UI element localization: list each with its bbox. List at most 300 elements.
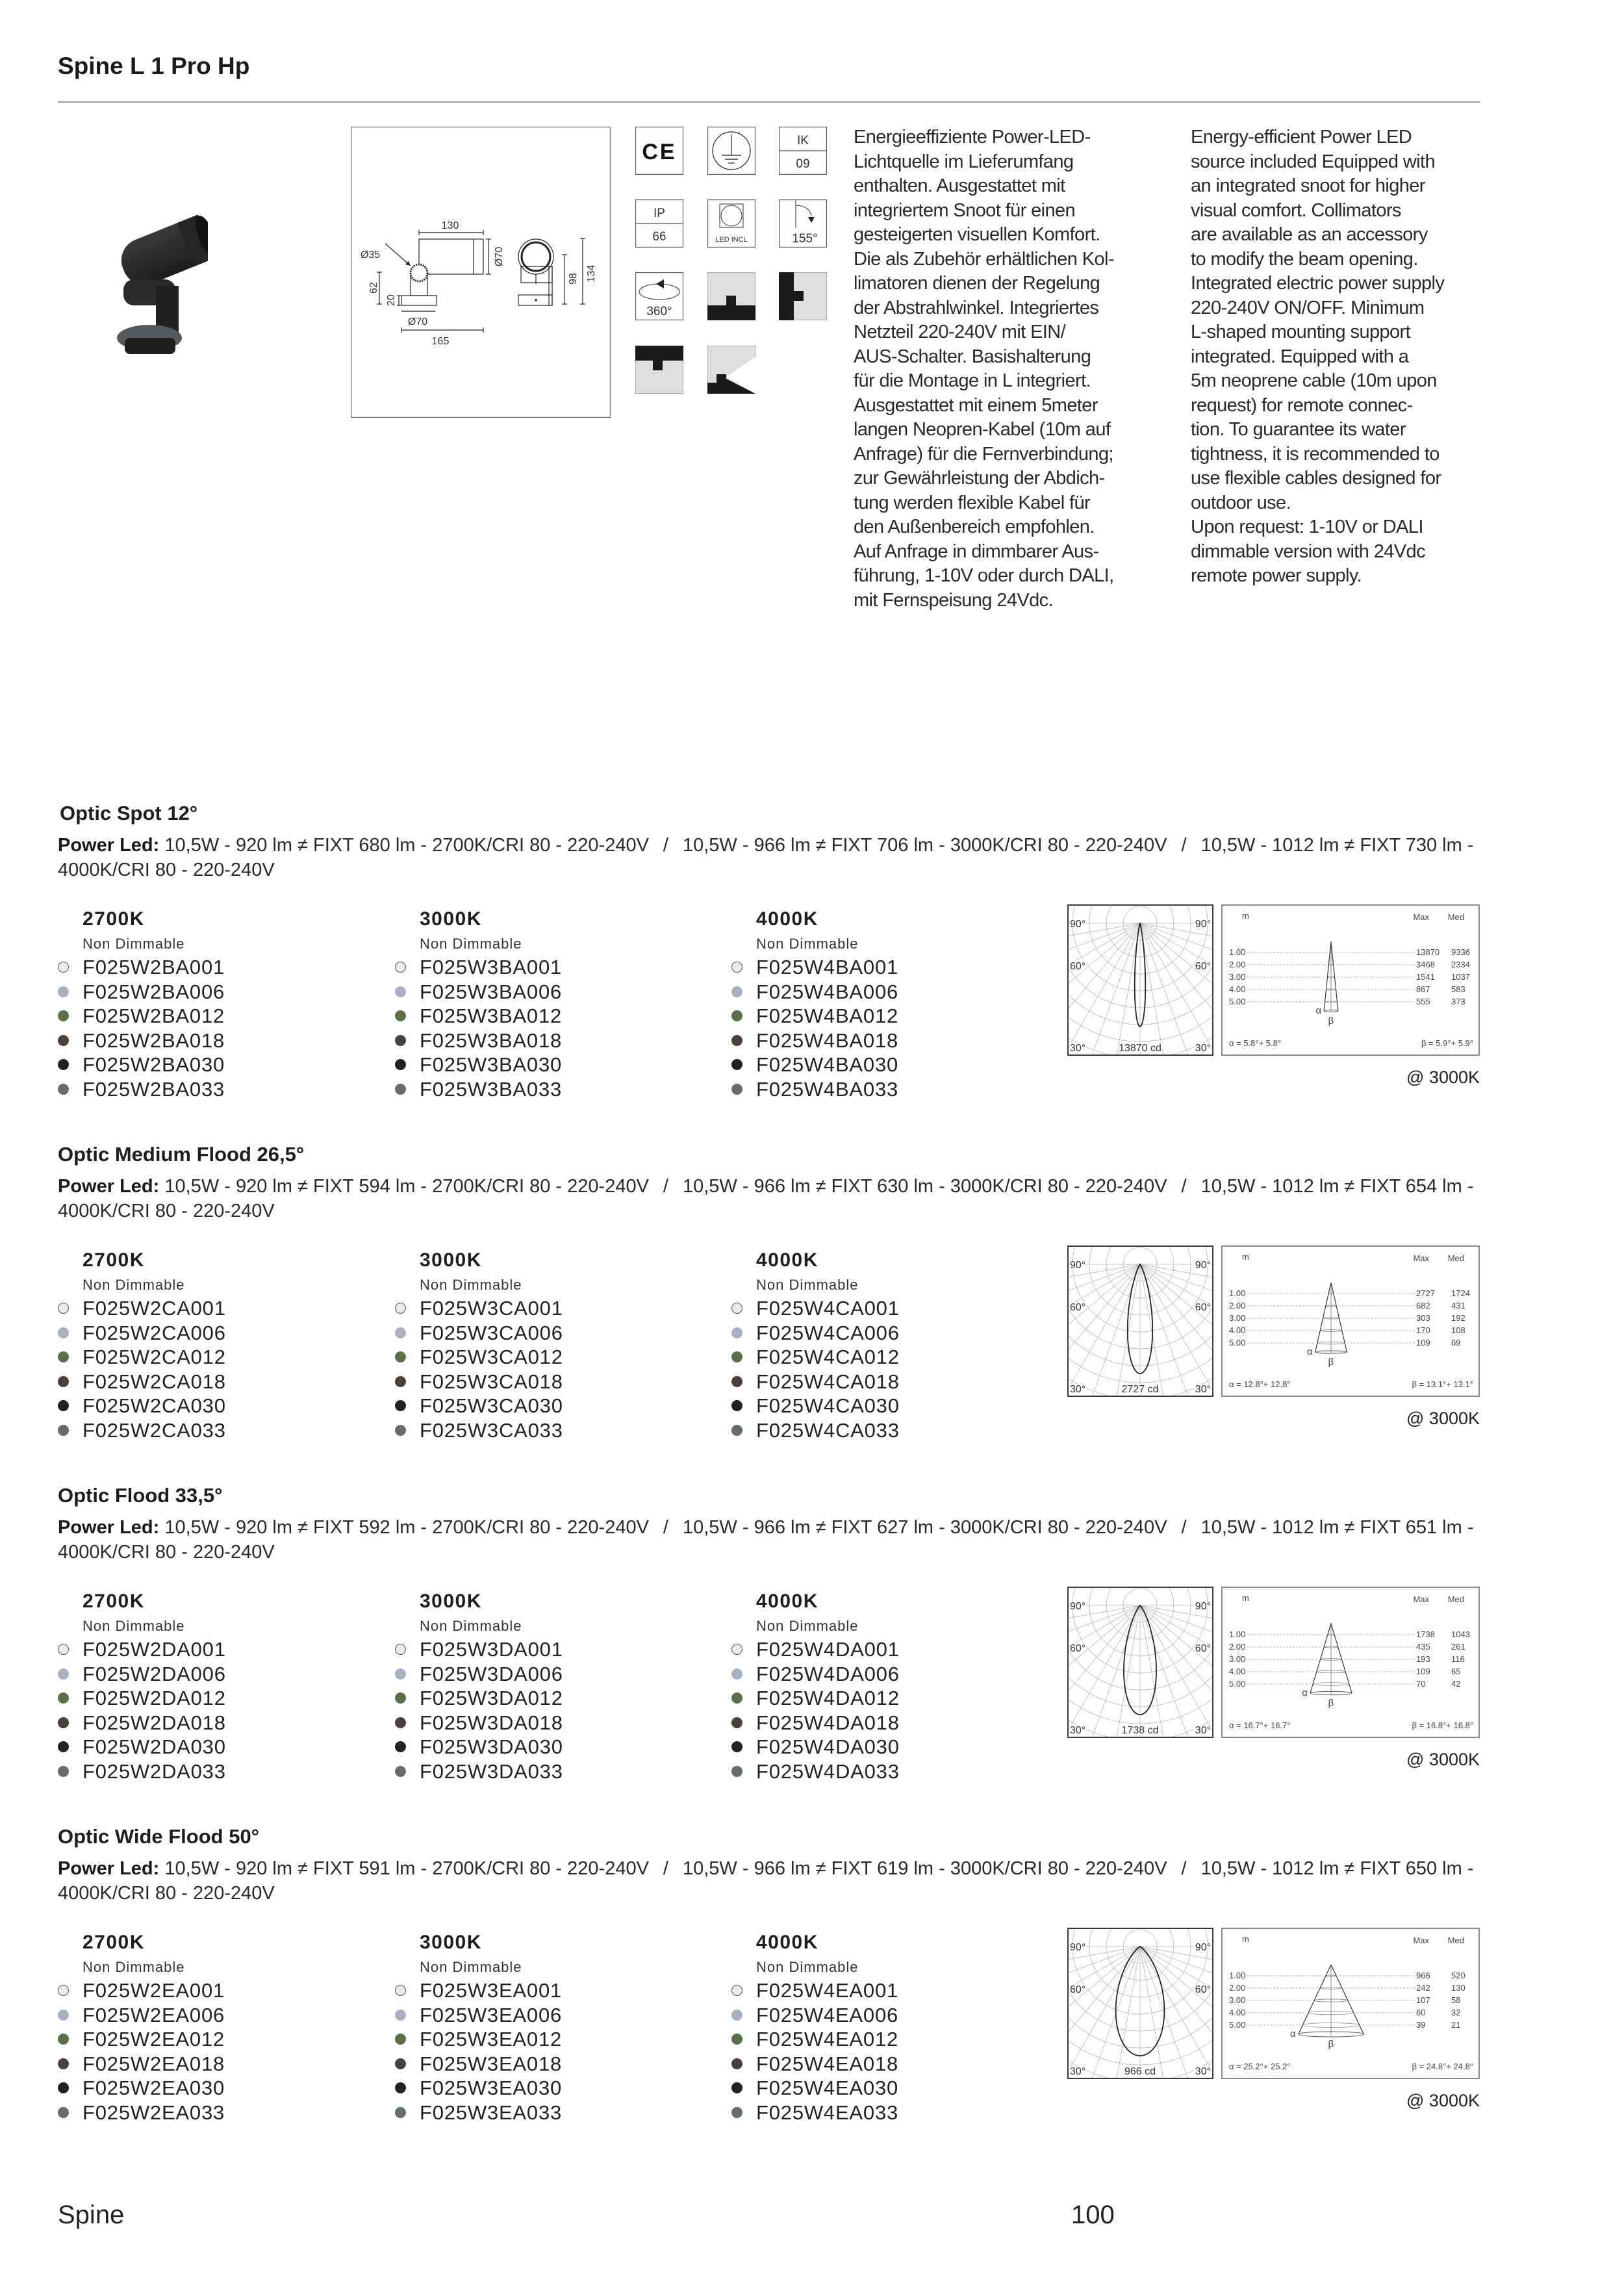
finish-color-swatch	[58, 986, 69, 997]
article-code	[756, 1735, 900, 1759]
distance-label: 2.00	[1229, 1301, 1246, 1310]
article-code	[82, 2052, 225, 2076]
description-line: zur Gewährleistung der Abdich-	[854, 468, 1105, 489]
polar-grid-ray	[1095, 1605, 1140, 1737]
article-code	[420, 1004, 562, 1028]
article-code	[756, 1759, 900, 1784]
beta-beam-angle: β = 24.8°+ 24.8°	[1412, 2062, 1473, 2071]
svg-text:09: 09	[796, 157, 810, 171]
max-illuminance-value: 170	[1416, 1325, 1430, 1335]
description-line: gesteigerten visuellen Komfort.	[854, 224, 1100, 245]
polar-diagram-canvas	[1069, 1929, 1212, 2078]
distance-label: 5.00	[1229, 1338, 1246, 1348]
article-code	[756, 1053, 898, 1077]
color-temp-heading: 3000K	[420, 908, 482, 930]
polar-grid-ray	[1140, 1947, 1185, 2078]
article-code-text: F025W4DA001	[756, 1638, 900, 1661]
article-code	[82, 1711, 226, 1735]
description-english	[1191, 125, 1444, 589]
description-line: enthalten. Ausgestattet mit	[854, 175, 1065, 196]
article-code-text: F025W3EA001	[420, 1979, 563, 2002]
med-illuminance-value: 192	[1451, 1313, 1465, 1323]
article-code	[82, 1077, 225, 1102]
finish-color-swatch	[395, 986, 406, 997]
article-code	[82, 1321, 226, 1346]
polar-grid-ray	[1140, 1605, 1212, 1735]
med-illuminance-value: 1037	[1451, 972, 1470, 982]
color-temp-column	[82, 1589, 226, 1783]
finish-color-swatch	[58, 1693, 69, 1704]
description-line: 220-240V ON/OFF. Minimum	[1191, 297, 1425, 318]
distance-label: 5.00	[1229, 997, 1246, 1006]
article-code-list	[756, 1978, 898, 2125]
article-code-text: F025W2BA018	[82, 1028, 225, 1052]
color-temp-column	[756, 1589, 900, 1783]
dimming-type: Non Dimmable	[756, 936, 859, 952]
polar-label-30-left: 30°	[1070, 1043, 1086, 1054]
article-code	[82, 1004, 225, 1028]
distance-label: 1.00	[1229, 1629, 1246, 1639]
article-code	[82, 1418, 226, 1443]
article-code	[82, 1637, 226, 1662]
tilt-angle-icon	[779, 199, 827, 248]
med-illuminance-value: 431	[1451, 1301, 1465, 1310]
description-line: Energieeffiziente Power-LED-	[854, 127, 1091, 147]
article-code	[756, 1711, 900, 1735]
description-line: source included Equipped with	[1191, 151, 1435, 172]
power-led-label: Power Led:	[58, 1517, 160, 1538]
polar-grid-ray	[1069, 1947, 1140, 2078]
svg-text:LED INCL: LED INCL	[715, 236, 748, 244]
article-code	[756, 1662, 900, 1687]
max-column-header: Max	[1413, 1935, 1429, 1945]
polar-grid-ray	[1069, 1264, 1140, 1396]
article-code-text: F025W4CA018	[756, 1370, 900, 1393]
finish-color-swatch	[395, 1425, 406, 1436]
polar-label-30-right: 30°	[1195, 2066, 1211, 2077]
max-illuminance-value: 2727	[1416, 1288, 1435, 1298]
finish-color-swatch	[58, 1351, 69, 1362]
polar-grid-ray	[1140, 1947, 1212, 2076]
max-column-header: Max	[1413, 1253, 1429, 1263]
spec-4000k: 10,5W - 1012 lm ≠ FIXT 730 lm - 4000K/CRI 80 - 220-240V	[58, 835, 1474, 880]
article-code-text: F025W2EA006	[82, 2003, 225, 2026]
article-code-text: F025W3CA006	[420, 1321, 563, 1344]
med-column-header: Med	[1447, 912, 1464, 922]
article-code-list	[82, 1978, 225, 2125]
finish-color-swatch	[731, 2082, 742, 2093]
article-code-text: F025W3EA033	[420, 2101, 563, 2124]
article-code	[420, 1759, 563, 1784]
ip-rating-icon	[635, 199, 683, 248]
polar-label-90-left: 90°	[1070, 1942, 1086, 1953]
finish-color-swatch	[395, 1693, 406, 1704]
polar-diagram	[1067, 1587, 1213, 1738]
product-photo	[117, 195, 208, 364]
polar-label-60-left: 60°	[1070, 1302, 1086, 1313]
med-illuminance-value: 1043	[1451, 1629, 1470, 1639]
polar-label-60-right: 60°	[1195, 1643, 1211, 1654]
polar-grid-ray	[1140, 1947, 1212, 2078]
article-code	[82, 1978, 225, 2003]
article-code	[420, 1637, 563, 1662]
polar-grid-ray	[1140, 923, 1185, 1054]
footer-product-family: Spine	[58, 2201, 125, 2229]
polar-label-60-right: 60°	[1195, 961, 1211, 972]
optic-section	[0, 1824, 1624, 2162]
finish-color-swatch	[731, 1766, 742, 1777]
header-divider	[58, 101, 1480, 103]
finish-color-swatch	[731, 962, 742, 973]
article-code	[756, 1370, 900, 1394]
description-line: tung werden flexible Kabel für	[854, 492, 1091, 513]
finish-color-swatch	[731, 1303, 742, 1314]
polar-grid-ray	[1069, 1264, 1140, 1396]
description-line: to modify the beam opening.	[1191, 248, 1418, 270]
article-code	[82, 2076, 225, 2101]
distance-label: 3.00	[1229, 1995, 1246, 2005]
finish-color-swatch	[58, 2107, 69, 2118]
polar-label-60-left: 60°	[1070, 1643, 1086, 1654]
distance-unit-label: m	[1242, 911, 1249, 921]
color-temp-column	[82, 1248, 226, 1442]
polar-grid-ray	[1140, 1264, 1212, 1396]
polar-grid-ray	[1069, 1605, 1140, 1737]
article-code-text: F025W4CA006	[756, 1321, 900, 1344]
dim-body-diameter: Ø70	[494, 246, 505, 267]
polar-grid-ray	[1140, 1947, 1212, 2078]
finish-color-swatch	[395, 2010, 406, 2021]
polar-grid-ray	[1069, 1264, 1140, 1394]
polar-grid-ray	[1140, 1947, 1212, 2078]
article-code	[756, 1004, 898, 1028]
article-code	[420, 2101, 562, 2125]
polar-label-60-left: 60°	[1070, 1984, 1086, 1995]
article-code	[82, 1028, 225, 1053]
article-code	[82, 1345, 226, 1370]
measurement-note: @ 3000K	[1406, 2091, 1480, 2110]
article-code-text: F025W3BA033	[420, 1077, 563, 1101]
alpha-symbol: α	[1315, 1005, 1322, 1016]
distance-unit-label: m	[1242, 1252, 1249, 1262]
description-line: Anfrage) für die Fernverbindung;	[854, 443, 1113, 465]
article-code-text: F025W2DA012	[82, 1687, 226, 1709]
finish-color-swatch	[58, 2082, 69, 2093]
beta-symbol: β	[1328, 2039, 1334, 2050]
article-code-text: F025W2EA033	[82, 2101, 225, 2124]
dim-base-height: 20	[386, 294, 398, 306]
polar-label-60-right: 60°	[1195, 1302, 1211, 1313]
polar-grid-ray	[1095, 923, 1140, 1054]
article-code-text: F025W2BA006	[82, 980, 225, 1003]
finish-color-swatch	[58, 1010, 69, 1021]
article-code-text: F025W3DA030	[420, 1735, 563, 1758]
section-title: Optic Spot 12°	[60, 802, 198, 824]
finish-color-swatch	[731, 1035, 742, 1046]
finish-color-swatch	[58, 1644, 69, 1655]
article-code	[420, 1686, 563, 1711]
description-line: Upon request: 1-10V or DALI	[1191, 517, 1423, 537]
spec-separator: /	[1181, 1858, 1187, 1879]
article-code	[420, 1711, 563, 1735]
polar-label-60-right: 60°	[1195, 1984, 1211, 1995]
article-code-text: F025W4EA012	[756, 2028, 899, 2050]
finish-color-swatch	[395, 1303, 406, 1314]
finish-color-swatch	[731, 2010, 742, 2021]
article-code-text: F025W4EA033	[756, 2101, 899, 2124]
spec-separator: /	[1181, 1517, 1187, 1538]
ik-rating-icon	[779, 127, 827, 175]
description-line: request) for remote connec-	[1191, 394, 1413, 416]
polar-diagram	[1067, 1246, 1213, 1397]
max-illuminance-value: 1541	[1416, 972, 1435, 982]
dim-body-length: 130	[441, 220, 459, 231]
article-code	[82, 2027, 225, 2052]
article-code-text: F025W4DA006	[756, 1662, 900, 1685]
article-code	[82, 1662, 226, 1687]
spec-2700k: 10,5W - 920 lm ≠ FIXT 594 lm - 2700K/CRI 80 - 220-240V	[164, 1176, 649, 1197]
polar-grid-ray	[1140, 1605, 1212, 1737]
finish-color-swatch	[395, 2058, 406, 2069]
finish-color-swatch	[731, 2107, 742, 2118]
description-line: AUS-Schalter. Basishalterung	[854, 346, 1091, 367]
article-code-text: F025W3CA018	[420, 1370, 563, 1393]
article-code	[82, 1686, 226, 1711]
distance-label: 2.00	[1229, 1983, 1246, 1993]
article-code-text: F025W4BA001	[756, 956, 899, 978]
polar-grid-ray	[1140, 1605, 1212, 1737]
polar-grid-ray	[1069, 923, 1140, 1054]
max-illuminance-value: 109	[1416, 1667, 1430, 1676]
finish-color-swatch	[58, 1766, 69, 1777]
finish-color-swatch	[395, 1351, 406, 1362]
spec-4000k: 10,5W - 1012 lm ≠ FIXT 651 lm - 4000K/CRI 80 - 220-240V	[58, 1517, 1474, 1563]
polar-grid-ray	[1140, 923, 1212, 1054]
color-temp-column	[420, 1248, 563, 1442]
finish-color-swatch	[58, 2010, 69, 2021]
description-line: dimmable version with 24Vdc	[1191, 541, 1425, 562]
polar-grid-ray	[1140, 1605, 1185, 1737]
article-code	[756, 2027, 898, 2052]
polar-grid-ray	[1140, 1605, 1212, 1737]
illuminance-cone-table	[1221, 1587, 1480, 1738]
dimming-type: Non Dimmable	[756, 1277, 859, 1293]
finish-color-swatch	[395, 1327, 406, 1338]
finish-color-swatch	[58, 1400, 69, 1411]
med-illuminance-value: 583	[1451, 984, 1465, 994]
spec-2700k: 10,5W - 920 lm ≠ FIXT 680 lm - 2700K/CRI 80 - 220-240V	[164, 835, 649, 856]
description-line: Ausgestattet mit einem 5meter	[854, 394, 1098, 416]
beta-symbol: β	[1328, 1016, 1334, 1027]
color-temp-heading: 4000K	[756, 1591, 818, 1612]
article-code-text: F025W4BA012	[756, 1004, 899, 1027]
color-temp-heading: 2700K	[82, 1591, 145, 1612]
polar-label-90-left: 90°	[1070, 919, 1086, 930]
finish-color-swatch	[395, 1985, 406, 1996]
article-code	[756, 2003, 898, 2028]
med-illuminance-value: 58	[1451, 1995, 1461, 2005]
max-column-header: Max	[1413, 912, 1429, 922]
article-code-text: F025W2DA006	[82, 1662, 226, 1685]
polar-grid-ray	[1069, 1264, 1140, 1396]
article-code-text: F025W3BA006	[420, 980, 563, 1003]
article-code-text: F025W4EA006	[756, 2003, 899, 2026]
finish-color-swatch	[58, 1327, 69, 1338]
color-temp-heading: 2700K	[82, 1932, 145, 1953]
article-code	[756, 1321, 900, 1346]
article-code	[420, 1370, 563, 1394]
article-code-text: F025W3DA033	[420, 1759, 563, 1783]
ground-aim-mount-icon	[707, 346, 755, 394]
article-code-text: F025W2BA030	[82, 1053, 225, 1076]
article-code-text: F025W4DA018	[756, 1711, 900, 1734]
polar-grid-ray	[1069, 1605, 1140, 1737]
article-code-text: F025W4CA001	[756, 1297, 900, 1320]
finish-color-swatch	[58, 2058, 69, 2069]
beta-beam-angle: β = 5.9°+ 5.9°	[1421, 1038, 1473, 1048]
article-code-text: F025W4CA033	[756, 1418, 900, 1442]
article-code-text: F025W3DA001	[420, 1638, 563, 1661]
power-led-label: Power Led:	[58, 835, 160, 856]
article-code	[756, 1637, 900, 1662]
color-temp-column	[756, 1248, 900, 1442]
article-code	[420, 1296, 563, 1321]
description-line: Lichtquelle im Lieferumfang	[854, 151, 1074, 172]
article-code	[756, 2052, 898, 2076]
polar-grid-ray	[1069, 923, 1140, 1054]
dimming-type: Non Dimmable	[420, 936, 522, 952]
polar-grid-ray	[1140, 1947, 1212, 2078]
polar-grid-ray	[1140, 923, 1212, 1053]
distance-label: 3.00	[1229, 972, 1246, 982]
wall-mount-icon	[779, 272, 827, 320]
polar-diagram-canvas	[1069, 906, 1212, 1054]
article-code	[756, 1077, 898, 1102]
color-temp-column	[756, 907, 898, 1101]
polar-grid-ray	[1140, 1264, 1212, 1396]
led-included-icon	[707, 199, 755, 248]
finish-color-swatch	[731, 1084, 742, 1095]
ce-mark-icon	[635, 127, 683, 175]
polar-diagram	[1067, 904, 1213, 1056]
illuminance-cone-canvas	[1223, 1929, 1478, 2078]
spec-4000k: 10,5W - 1012 lm ≠ FIXT 650 lm - 4000K/CRI 80 - 220-240V	[58, 1858, 1474, 1904]
distance-label: 4.00	[1229, 1325, 1246, 1335]
description-line: tightness, it is recommended to	[1191, 443, 1440, 465]
polar-grid-ray	[1069, 1605, 1140, 1737]
distance-label: 1.00	[1229, 1971, 1246, 1980]
article-code-text: F025W2BA012	[82, 1004, 225, 1027]
article-code	[82, 1053, 225, 1077]
finish-color-swatch	[395, 2034, 406, 2045]
article-code-text: F025W4CA012	[756, 1346, 900, 1368]
polar-grid-ray	[1140, 923, 1212, 1054]
article-code-text: F025W2EA030	[82, 2076, 225, 2099]
max-illuminance-value: 435	[1416, 1642, 1430, 1652]
finish-color-swatch	[58, 1668, 69, 1680]
article-code	[82, 980, 225, 1004]
polar-grid-ray	[1069, 1605, 1140, 1737]
polar-grid-ray	[1069, 1947, 1140, 2076]
article-code-text: F025W2CA030	[82, 1394, 226, 1417]
alpha-symbol: α	[1307, 1346, 1313, 1357]
finish-color-swatch	[395, 1035, 406, 1046]
max-illuminance-value: 1738	[1416, 1629, 1435, 1639]
article-code-text: F025W4BA033	[756, 1077, 899, 1101]
description-line: mit Fernspeisung 24Vdc.	[854, 589, 1053, 611]
svg-text:360°: 360°	[646, 305, 672, 318]
color-temp-column	[82, 1930, 225, 2125]
article-code	[82, 2101, 225, 2125]
color-temp-column	[756, 1930, 898, 2125]
med-illuminance-value: 1724	[1451, 1288, 1470, 1298]
polar-peak-intensity: 1738 cd	[1121, 1725, 1159, 1736]
finish-color-swatch	[395, 1400, 406, 1411]
spec-separator: /	[663, 835, 668, 856]
polar-label-30-left: 30°	[1070, 2066, 1086, 2077]
description-line: für die Montage in L integriert.	[854, 370, 1091, 391]
color-temp-column	[82, 907, 225, 1101]
optic-section	[0, 800, 1624, 1138]
power-led-label: Power Led:	[58, 1176, 160, 1197]
article-code-text: F025W3BA018	[420, 1028, 563, 1052]
article-code-text: F025W3DA012	[420, 1687, 563, 1709]
spec-separator: /	[663, 1176, 668, 1197]
polar-grid-ray	[1069, 923, 1140, 1054]
article-code-text: F025W2CA012	[82, 1346, 226, 1368]
article-code	[756, 1978, 898, 2003]
spec-4000k: 10,5W - 1012 lm ≠ FIXT 654 lm - 4000K/CRI 80 - 220-240V	[58, 1176, 1474, 1221]
dim-base-diameter: Ø70	[407, 316, 428, 327]
distance-label: 2.00	[1229, 1642, 1246, 1652]
color-temp-column	[420, 1589, 563, 1783]
polar-grid-ray	[1140, 1264, 1212, 1394]
article-code-text: F025W3BA012	[420, 1004, 563, 1027]
dimension-drawing	[351, 127, 611, 418]
article-code	[756, 955, 898, 980]
dimming-type: Non Dimmable	[420, 1277, 522, 1293]
med-illuminance-value: 9336	[1451, 947, 1470, 957]
finish-color-swatch	[731, 1985, 742, 1996]
description-line: use flexible cables designed for	[1191, 468, 1441, 489]
description-line: integriertem Snoot für einen	[854, 199, 1076, 221]
spec-separator: /	[1181, 835, 1187, 856]
article-code	[756, 2076, 898, 2101]
article-code-list	[420, 1978, 562, 2125]
section-title: Optic Wide Flood 50°	[58, 1825, 260, 1848]
med-illuminance-value: 42	[1451, 1679, 1461, 1689]
article-code	[756, 1394, 900, 1418]
polar-peak-intensity: 13870 cd	[1119, 1043, 1161, 1054]
article-code-text: F025W3DA006	[420, 1662, 563, 1685]
article-code-list	[756, 1637, 900, 1783]
description-line: are available as an accessory	[1191, 224, 1428, 245]
svg-text:IK: IK	[797, 134, 809, 147]
description-line: Netzteil 220-240V mit EIN/	[854, 322, 1066, 342]
spec-separator: /	[663, 1517, 668, 1538]
alpha-beam-angle: α = 12.8°+ 12.8°	[1229, 1379, 1291, 1389]
article-code-text: F025W2CA033	[82, 1418, 226, 1442]
article-code-text: F025W3CA033	[420, 1418, 563, 1442]
finish-color-swatch	[395, 1084, 406, 1095]
article-code	[756, 2101, 898, 2125]
finish-color-swatch	[731, 1059, 742, 1070]
color-temp-heading: 4000K	[756, 1249, 818, 1271]
description-line: Integrated electric power supply	[1191, 273, 1445, 294]
polar-diagram-canvas	[1069, 1588, 1212, 1737]
article-code-text: F025W3CA001	[420, 1297, 563, 1320]
article-code-text: F025W4BA018	[756, 1028, 899, 1052]
